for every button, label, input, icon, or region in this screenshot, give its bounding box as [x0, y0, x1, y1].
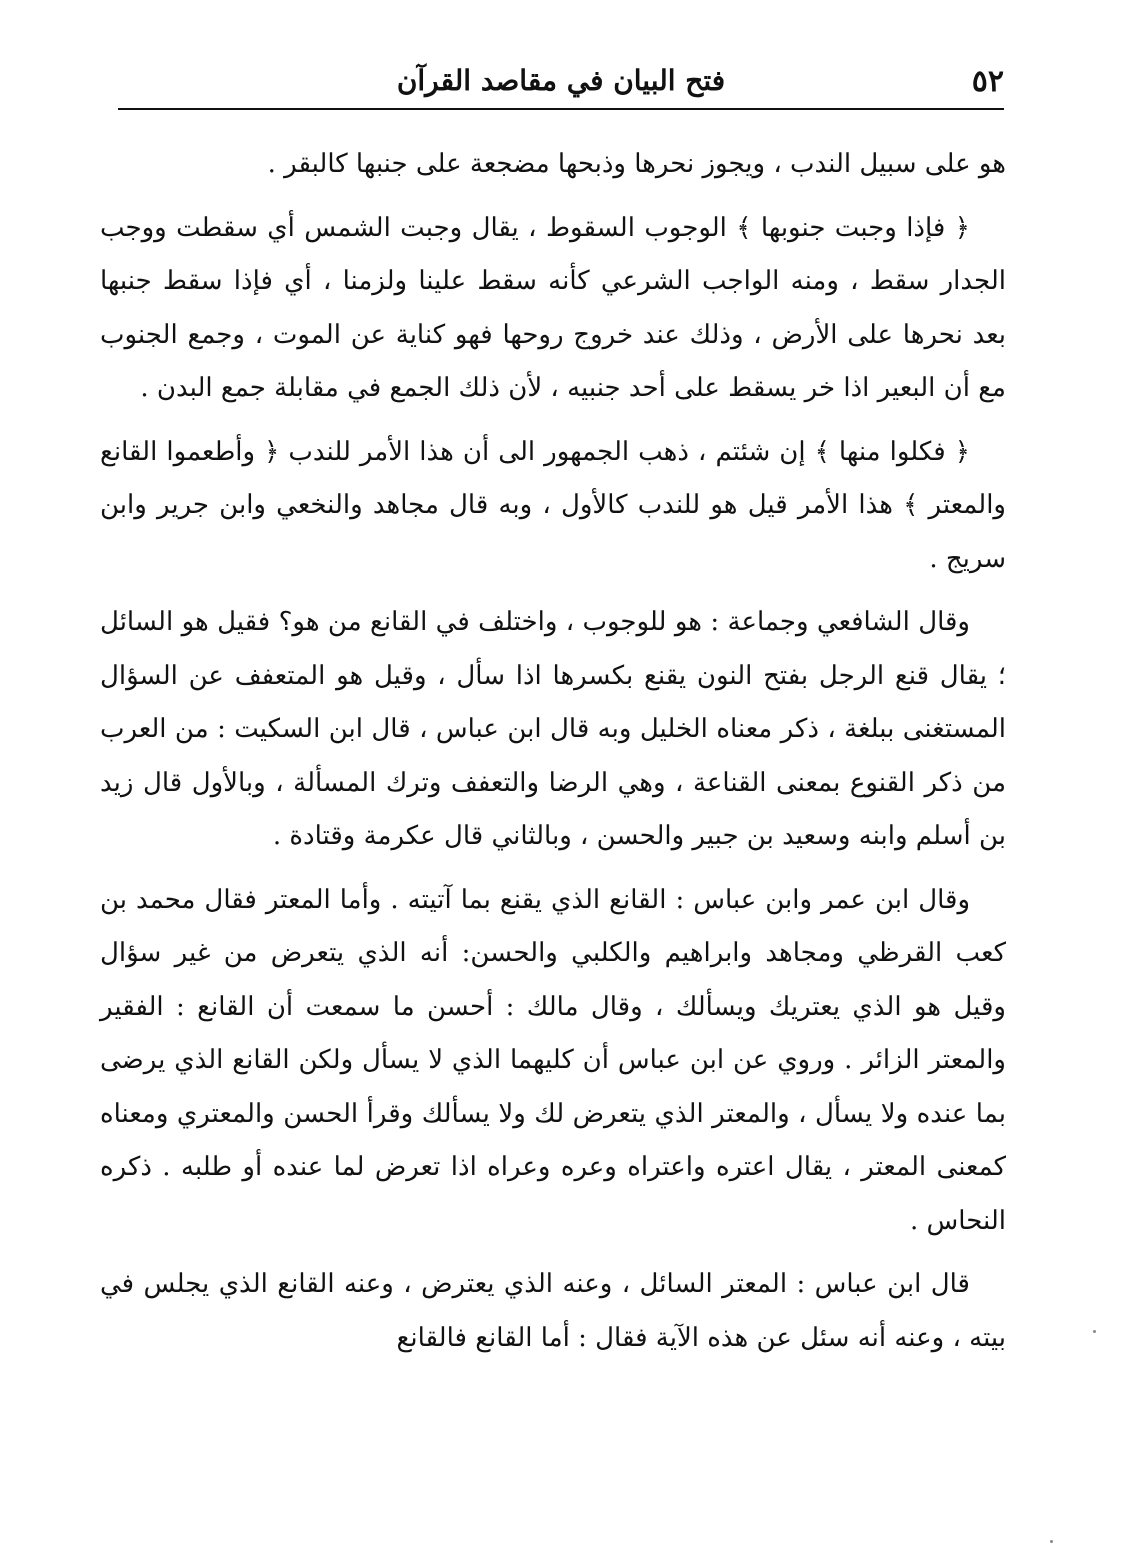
paragraph-4: وقال الشافعي وجماعة : هو للوجوب ، واختلف في القانع من هو؟ فقيل هو السائل ؛ يقال قنع الرجل بفتح النون يقنع بكسرها اذا سأل ، وقيل هو المتعفف عن السؤال المستغنى ببلغة ، ذكر معناه الخليل وبه قال ابن عباس ، قال ابن السكيت : من العرب من ذكر القنوع بمعنى القناعة ، وهي الرضا والتعفف وترك المسألة ، وبالأول قال زيد بن أسلم وابنه وسعيد بن جبير والحسن ، وبالثاني قال عكرمة وقتادة .	[100, 607, 1006, 851]
header-divider	[118, 108, 1004, 110]
paragraph-3: ﴿ فكلوا منها ﴾ إن شئتم ، ذهب الجمهور الى أن هذا الأمر للندب ﴿ وأطعموا القانع والمعتر ﴾ هذا الأمر قيل هو للندب كالأول ، وبه قال مجاهد والنخعي وابن جرير وابن سريج .	[100, 436, 1006, 574]
paragraph-1: هو على سبيل الندب ، ويجوز نحرها وذبحها مضجعة على جنبها كالبقر .	[267, 149, 1006, 179]
page-number: ٥٢	[971, 64, 1004, 99]
paragraph-5: وقال ابن عمر وابن عباس : القانع الذي يقنع بما آتيته . وأما المعتر فقال محمد بن كعب القرظي ومجاهد وابراهيم والكلبي والحسن: أنه الذي يتعرض من غير سؤال وقيل هو الذي يعتريك ويسألك ، وقال مالك : أحسن ما سمعت أن القانع : الفقير والمعتر الزائر . وروي عن ابن عباس أن كليهما الذي لا يسأل ولكن القانع الذي يرضى بما عنده ولا يسأل ، والمعتر الذي يتعرض لك ولا يسألك وقرأ الحسن والمعتري ومعناه كمعنى المعتر ، يقال اعتره واعتراه وعره وعراه اذا تعرض لما عنده أو طلبه . ذكره النحاس .	[100, 884, 1006, 1236]
paragraph-6: قال ابن عباس : المعتر السائل ، وعنه الذي يعترض ، وعنه القانع الذي يجلس في بيته ، وعنه أنه سئل عن هذه الآية فقال : أما القانع فالقانع	[100, 1269, 1006, 1353]
paragraph-2: ﴿ فإذا وجبت جنوبها ﴾ الوجوب السقوط ، يقال وجبت الشمس أي سقطت ووجب الجدار سقط ، ومنه الواجب الشرعي كأنه سقط علينا ولزمنا ، أي فإذا سقط جنبها بعد نحرها على الأرض ، وذلك عند خروج روحها فهو كناية عن الموت ، وجمع الجنوب مع أن البعير اذا خر يسقط على أحد جنبيه ، لأن ذلك الجمع في مقابلة جمع البدن .	[100, 212, 1006, 403]
running-title: فتح البيان في مقاصد القرآن	[396, 64, 726, 97]
scan-speck	[1093, 1330, 1096, 1333]
page-body	[100, 138, 1006, 1375]
page-header	[118, 58, 1004, 108]
scan-speck	[1050, 1540, 1053, 1543]
